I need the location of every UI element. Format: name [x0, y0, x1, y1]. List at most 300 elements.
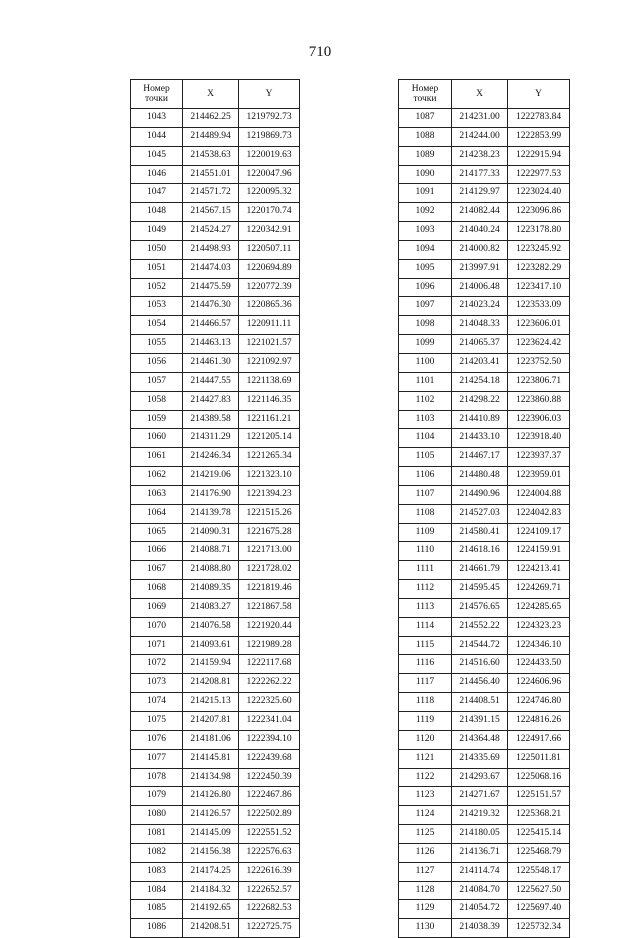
table-row [399, 617, 570, 636]
cell-point-number: 1082 [131, 843, 183, 862]
cell-point-number: 1092 [399, 203, 452, 222]
cell-y: 1222439.68 [239, 749, 300, 768]
cell-point-number: 1057 [131, 372, 183, 391]
cell-point-number: 1102 [399, 391, 452, 410]
table-row [131, 109, 300, 128]
cell-point-number: 1087 [399, 109, 452, 128]
cell-y: 1224109.17 [508, 523, 570, 542]
cell-x: 214538.63 [183, 146, 239, 165]
cell-point-number: 1060 [131, 429, 183, 448]
cell-x: 214480.48 [452, 467, 508, 486]
cell-x: 214181.06 [183, 730, 239, 749]
cell-point-number: 1066 [131, 542, 183, 561]
cell-y: 1221989.28 [239, 636, 300, 655]
cell-y: 1222394.10 [239, 730, 300, 749]
cell-x: 214088.71 [183, 542, 239, 561]
cell-y: 1223178.80 [508, 222, 570, 241]
cell-y: 1223096.86 [508, 203, 570, 222]
table-row [399, 749, 570, 768]
cell-x: 214184.32 [183, 881, 239, 900]
table-row [399, 203, 570, 222]
table-row [131, 467, 300, 486]
header-num-line1: Номер [143, 84, 170, 94]
table-row [399, 467, 570, 486]
table-row [131, 240, 300, 259]
cell-y: 1222341.04 [239, 712, 300, 731]
cell-y: 1223906.03 [508, 410, 570, 429]
table-row [131, 580, 300, 599]
table-row [131, 900, 300, 919]
cell-y: 1221819.46 [239, 580, 300, 599]
cell-point-number: 1054 [131, 316, 183, 335]
cell-x: 214462.25 [183, 109, 239, 128]
cell-y: 1224323.23 [508, 617, 570, 636]
cell-y: 1223959.01 [508, 467, 570, 486]
cell-point-number: 1077 [131, 749, 183, 768]
cell-point-number: 1122 [399, 768, 452, 787]
cell-y: 1224746.80 [508, 693, 570, 712]
cell-x: 214433.10 [452, 429, 508, 448]
table-row [131, 787, 300, 806]
cell-x: 214054.72 [452, 900, 508, 919]
cell-x: 214389.58 [183, 410, 239, 429]
cell-y: 1222682.53 [239, 900, 300, 919]
cell-x: 214207.81 [183, 712, 239, 731]
cell-y: 1224606.96 [508, 674, 570, 693]
column-header-point-number [131, 80, 183, 109]
table-row [131, 184, 300, 203]
cell-x: 214114.74 [452, 862, 508, 881]
cell-x: 214391.15 [452, 712, 508, 731]
table-row [399, 730, 570, 749]
cell-y: 1221515.26 [239, 504, 300, 523]
cell-x: 214126.80 [183, 787, 239, 806]
cell-x: 214084.70 [452, 881, 508, 900]
cell-point-number: 1123 [399, 787, 452, 806]
cell-y: 1222652.57 [239, 881, 300, 900]
cell-x: 214410.89 [452, 410, 508, 429]
cell-x: 214552.22 [452, 617, 508, 636]
table-row [399, 843, 570, 862]
cell-x: 214408.51 [452, 693, 508, 712]
cell-y: 1225151.57 [508, 787, 570, 806]
cell-x: 214040.24 [452, 222, 508, 241]
cell-x: 214551.01 [183, 165, 239, 184]
cell-y: 1222551.52 [239, 825, 300, 844]
table-row [399, 316, 570, 335]
table-row [131, 712, 300, 731]
cell-y: 1221728.02 [239, 561, 300, 580]
cell-x: 214335.69 [452, 749, 508, 768]
table-row [131, 843, 300, 862]
cell-point-number: 1053 [131, 297, 183, 316]
table-row [399, 165, 570, 184]
cell-y: 1223937.37 [508, 448, 570, 467]
cell-point-number: 1069 [131, 598, 183, 617]
cell-x: 214467.17 [452, 448, 508, 467]
cell-y: 1220507.11 [239, 240, 300, 259]
cell-x: 214065.37 [452, 335, 508, 354]
table-row [399, 674, 570, 693]
cell-x: 214298.22 [452, 391, 508, 410]
cell-point-number: 1091 [399, 184, 452, 203]
cell-point-number: 1065 [131, 523, 183, 542]
cell-x: 214246.34 [183, 448, 239, 467]
cell-x: 214427.83 [183, 391, 239, 410]
cell-x: 214595.45 [452, 580, 508, 599]
cell-y: 1222853.99 [508, 127, 570, 146]
cell-point-number: 1084 [131, 881, 183, 900]
cell-y: 1221205.14 [239, 429, 300, 448]
cell-x: 214475.59 [183, 278, 239, 297]
cell-point-number: 1068 [131, 580, 183, 599]
cell-x: 214090.31 [183, 523, 239, 542]
table-row [131, 127, 300, 146]
table-row [399, 335, 570, 354]
cell-point-number: 1050 [131, 240, 183, 259]
cell-point-number: 1064 [131, 504, 183, 523]
cell-y: 1222262.22 [239, 674, 300, 693]
cell-x: 214456.40 [452, 674, 508, 693]
cell-y: 1221394.23 [239, 485, 300, 504]
cell-y: 1223606.01 [508, 316, 570, 335]
table-row [399, 127, 570, 146]
table-row [131, 542, 300, 561]
cell-point-number: 1047 [131, 184, 183, 203]
table-row [399, 825, 570, 844]
cell-point-number: 1055 [131, 335, 183, 354]
table-row [399, 523, 570, 542]
cell-y: 1220019.63 [239, 146, 300, 165]
cell-x: 214311.29 [183, 429, 239, 448]
table-row [399, 372, 570, 391]
cell-x: 214176.90 [183, 485, 239, 504]
cell-y: 1223624.42 [508, 335, 570, 354]
table-row [399, 109, 570, 128]
column-header-x: X [183, 80, 239, 109]
table-row [399, 919, 570, 938]
cell-x: 214571.72 [183, 184, 239, 203]
cell-point-number: 1093 [399, 222, 452, 241]
table-row [399, 259, 570, 278]
cell-y: 1220694.89 [239, 259, 300, 278]
cell-x: 214088.80 [183, 561, 239, 580]
cell-point-number: 1098 [399, 316, 452, 335]
cell-point-number: 1043 [131, 109, 183, 128]
cell-y: 1221867.58 [239, 598, 300, 617]
table-row [131, 410, 300, 429]
cell-y: 1223024.40 [508, 184, 570, 203]
cell-x: 214238.23 [452, 146, 508, 165]
cell-x: 214093.61 [183, 636, 239, 655]
cell-x: 214527.03 [452, 504, 508, 523]
table-row [399, 693, 570, 712]
cell-y: 1221021.57 [239, 335, 300, 354]
cell-x: 214576.65 [452, 598, 508, 617]
cell-point-number: 1071 [131, 636, 183, 655]
cell-x: 214231.00 [452, 109, 508, 128]
cell-y: 1223245.92 [508, 240, 570, 259]
cell-point-number: 1117 [399, 674, 452, 693]
cell-y: 1222467.86 [239, 787, 300, 806]
cell-point-number: 1081 [131, 825, 183, 844]
cell-x: 214006.48 [452, 278, 508, 297]
table-row [131, 222, 300, 241]
table-row [399, 448, 570, 467]
cell-x: 214136.71 [452, 843, 508, 862]
table-row [399, 561, 570, 580]
cell-x: 214208.51 [183, 919, 239, 938]
cell-point-number: 1074 [131, 693, 183, 712]
cell-point-number: 1115 [399, 636, 452, 655]
cell-x: 214023.24 [452, 297, 508, 316]
cell-y: 1225627.50 [508, 881, 570, 900]
cell-point-number: 1128 [399, 881, 452, 900]
table-row [399, 278, 570, 297]
cell-point-number: 1072 [131, 655, 183, 674]
cell-y: 1221675.28 [239, 523, 300, 542]
table-row [399, 297, 570, 316]
table-row [131, 693, 300, 712]
cell-point-number: 1101 [399, 372, 452, 391]
cell-y: 1222502.89 [239, 806, 300, 825]
cell-point-number: 1058 [131, 391, 183, 410]
coordinates-table-right [398, 79, 570, 938]
cell-point-number: 1125 [399, 825, 452, 844]
cell-y: 1221161.21 [239, 410, 300, 429]
cell-x: 214489.94 [183, 127, 239, 146]
table-row [399, 655, 570, 674]
cell-x: 214139.78 [183, 504, 239, 523]
cell-y: 1225368.21 [508, 806, 570, 825]
cell-x: 214174.25 [183, 862, 239, 881]
cell-x: 214271.67 [452, 787, 508, 806]
table-row [131, 862, 300, 881]
cell-point-number: 1045 [131, 146, 183, 165]
table-row [399, 429, 570, 448]
table-row [399, 881, 570, 900]
cell-point-number: 1089 [399, 146, 452, 165]
cell-y: 1224346.10 [508, 636, 570, 655]
cell-x: 214215.13 [183, 693, 239, 712]
cell-point-number: 1046 [131, 165, 183, 184]
cell-y: 1225068.16 [508, 768, 570, 787]
cell-y: 1224285.65 [508, 598, 570, 617]
table-row [399, 806, 570, 825]
cell-point-number: 1124 [399, 806, 452, 825]
cell-x: 214134.98 [183, 768, 239, 787]
cell-y: 1220865.36 [239, 297, 300, 316]
cell-x: 214177.33 [452, 165, 508, 184]
page-number: 710 [308, 44, 332, 60]
cell-point-number: 1100 [399, 353, 452, 372]
cell-point-number: 1094 [399, 240, 452, 259]
cell-x: 214180.05 [452, 825, 508, 844]
cell-x: 214208.81 [183, 674, 239, 693]
cell-y: 1222915.94 [508, 146, 570, 165]
cell-point-number: 1113 [399, 598, 452, 617]
table-row [399, 580, 570, 599]
cell-x: 214516.60 [452, 655, 508, 674]
cell-point-number: 1076 [131, 730, 183, 749]
cell-y: 1225415.14 [508, 825, 570, 844]
cell-y: 1224213.41 [508, 561, 570, 580]
cell-y: 1223282.29 [508, 259, 570, 278]
cell-x: 214293.67 [452, 768, 508, 787]
cell-y: 1219792.73 [239, 109, 300, 128]
cell-point-number: 1097 [399, 297, 452, 316]
table-row [131, 259, 300, 278]
cell-point-number: 1110 [399, 542, 452, 561]
cell-x: 214466.57 [183, 316, 239, 335]
cell-x: 214089.35 [183, 580, 239, 599]
cell-y: 1221920.44 [239, 617, 300, 636]
table-row [131, 655, 300, 674]
table-row [131, 825, 300, 844]
cell-x: 214474.03 [183, 259, 239, 278]
cell-y: 1220772.39 [239, 278, 300, 297]
cell-point-number: 1118 [399, 693, 452, 712]
cell-y: 1222117.68 [239, 655, 300, 674]
cell-point-number: 1063 [131, 485, 183, 504]
table-row [399, 485, 570, 504]
table-row [131, 617, 300, 636]
table-row [131, 806, 300, 825]
cell-x: 214156.38 [183, 843, 239, 862]
cell-point-number: 1078 [131, 768, 183, 787]
cell-point-number: 1112 [399, 580, 452, 599]
cell-x: 214364.48 [452, 730, 508, 749]
cell-x: 214476.30 [183, 297, 239, 316]
table-row [399, 184, 570, 203]
cell-y: 1221092.97 [239, 353, 300, 372]
cell-point-number: 1130 [399, 919, 452, 938]
table-row [131, 165, 300, 184]
cell-y: 1225468.79 [508, 843, 570, 862]
cell-x: 214083.27 [183, 598, 239, 617]
table-row [131, 749, 300, 768]
column-header-y: Y [508, 80, 570, 109]
table-row [131, 523, 300, 542]
cell-point-number: 1095 [399, 259, 452, 278]
cell-point-number: 1061 [131, 448, 183, 467]
cell-y: 1221713.00 [239, 542, 300, 561]
cell-y: 1223533.09 [508, 297, 570, 316]
cell-x: 214661.79 [452, 561, 508, 580]
cell-point-number: 1114 [399, 617, 452, 636]
cell-y: 1221323.10 [239, 467, 300, 486]
cell-point-number: 1126 [399, 843, 452, 862]
cell-point-number: 1086 [131, 919, 183, 938]
table-row [131, 730, 300, 749]
table-row [131, 278, 300, 297]
table-row [131, 504, 300, 523]
cell-point-number: 1099 [399, 335, 452, 354]
cell-y: 1221138.69 [239, 372, 300, 391]
table-row [131, 919, 300, 938]
table-header-row [399, 80, 570, 109]
table-row [131, 429, 300, 448]
cell-y: 1221146.35 [239, 391, 300, 410]
cell-point-number: 1129 [399, 900, 452, 919]
cell-y: 1224917.66 [508, 730, 570, 749]
cell-point-number: 1119 [399, 712, 452, 731]
cell-y: 1224269.71 [508, 580, 570, 599]
cell-point-number: 1048 [131, 203, 183, 222]
cell-point-number: 1085 [131, 900, 183, 919]
table-row [399, 146, 570, 165]
cell-y: 1223918.40 [508, 429, 570, 448]
cell-x: 214048.33 [452, 316, 508, 335]
cell-y: 1220095.32 [239, 184, 300, 203]
cell-point-number: 1059 [131, 410, 183, 429]
cell-point-number: 1127 [399, 862, 452, 881]
cell-point-number: 1116 [399, 655, 452, 674]
table-row [399, 542, 570, 561]
table-row [131, 485, 300, 504]
table-row [131, 146, 300, 165]
table-row [131, 768, 300, 787]
table-row [399, 862, 570, 881]
table-row [131, 203, 300, 222]
cell-x: 214219.06 [183, 467, 239, 486]
cell-y: 1222576.63 [239, 843, 300, 862]
table-row [131, 636, 300, 655]
table-row [399, 222, 570, 241]
cell-point-number: 1090 [399, 165, 452, 184]
cell-point-number: 1049 [131, 222, 183, 241]
cell-y: 1220047.96 [239, 165, 300, 184]
cell-x: 214145.81 [183, 749, 239, 768]
cell-x: 214544.72 [452, 636, 508, 655]
header-num-line1: Номер [411, 84, 439, 94]
cell-y: 1222783.84 [508, 109, 570, 128]
cell-point-number: 1051 [131, 259, 183, 278]
table-row [131, 391, 300, 410]
cell-point-number: 1083 [131, 862, 183, 881]
cell-point-number: 1108 [399, 504, 452, 523]
cell-x: 214129.97 [452, 184, 508, 203]
table-row [399, 636, 570, 655]
cell-x: 214192.65 [183, 900, 239, 919]
table-row [131, 561, 300, 580]
cell-x: 214076.58 [183, 617, 239, 636]
cell-y: 1224004.88 [508, 485, 570, 504]
cell-y: 1224042.83 [508, 504, 570, 523]
cell-y: 1225548.17 [508, 862, 570, 881]
cell-x: 214447.55 [183, 372, 239, 391]
cell-y: 1222977.53 [508, 165, 570, 184]
table-row [399, 598, 570, 617]
table-row [131, 598, 300, 617]
cell-point-number: 1103 [399, 410, 452, 429]
cell-point-number: 1044 [131, 127, 183, 146]
cell-x: 214038.39 [452, 919, 508, 938]
cell-point-number: 1056 [131, 353, 183, 372]
table-row [131, 674, 300, 693]
header-num-line2: точки [413, 94, 437, 104]
cell-point-number: 1104 [399, 429, 452, 448]
header-num-line2: точки [144, 94, 168, 104]
cell-x: 214524.27 [183, 222, 239, 241]
cell-x: 214126.57 [183, 806, 239, 825]
table-row [131, 297, 300, 316]
table-row [131, 881, 300, 900]
cell-x: 214618.16 [452, 542, 508, 561]
cell-y: 1225011.81 [508, 749, 570, 768]
column-header-y: Y [239, 80, 300, 109]
cell-point-number: 1088 [399, 127, 452, 146]
